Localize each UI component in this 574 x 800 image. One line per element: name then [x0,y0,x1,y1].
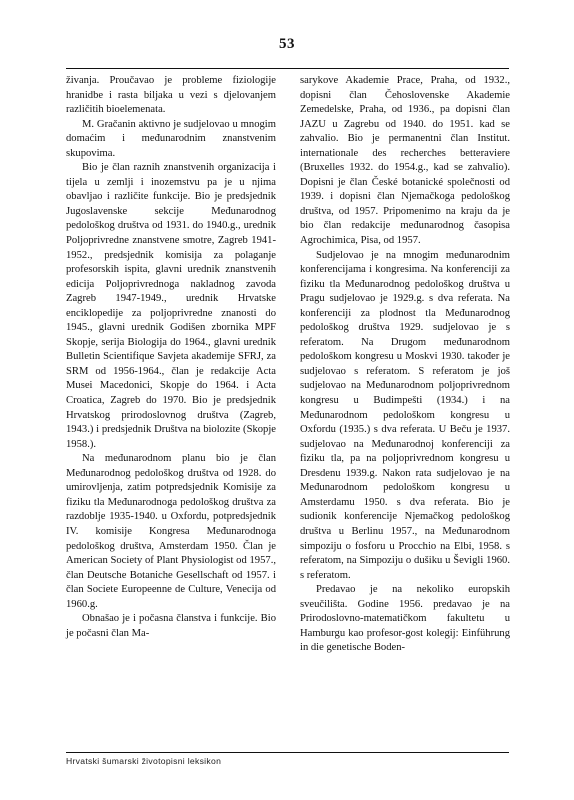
left-paragraph: Bio je član raznih znanstvenih organizacija i tijela u zemlji i inozemstvu pa je u njima obavljao i različite funkcije. Bio je predsjednik Jugoslavenske sekcije Međunarodnog pedološkog društva od 1931. do 1940.g., urednik Poljoprivredne znanstvene smotre, Zagreb 1941-1952., predsjednik komisija za polaganje profesorskih ispita, glavni urednik znanstvenih edicija Poljoprivrednoga nakladnog zavoda Zagreb 1947-1949., urednik Hrvatske enciklopedije za poljoprivredne znanosti do 1945., glavni urednik Godišen zbornika MPF Skopje, serija Biologija do 1964., glavni urednik Bulletin Scientifique Savjeta akademije SFRJ, za SRM od 1956-1964., član je redakcije Acta Musei Macedonici, Skopje do 1964. i Acta Croatica, Zagreb do 1970. Bio je predsjednik Hrvatskog prirodoslovnog društva (Zagreb, 1943.) i predsjednik Društva na biolozite (Skopje 1958.). [66,162,276,450]
left-paragraph: živanja. Proučavao je probleme fiziologije hranidbe i rasta biljaka u vezi s djelovanjem različitih bioelemenata. [66,75,276,116]
left-column [66,74,276,641]
right-column [300,74,510,656]
left-paragraph: Na međunarodnom planu bio je član Međunarodnog pedološkog društva od 1928. do umirovljenja, zatim potpredsjednik Komisije za fiziku tla Međunarodnoga pedološkog društva za razdoblje 1935-1940. u Oxfordu, potpredsjednik IV. komisije Kongresa Međunarodnoga pedološkog društva, Amsterdam 1950. Član je American Society of Plant Physiologist od 1957., član Deutsche Botaniche Gesellschaft od 1957. i član Societe Europeenne de Culture, Venecija od 1960.g. [66,453,276,610]
header-rule [66,68,509,69]
left-paragraph: M. Gračanin aktivno je sudjelovao u mnogim domaćim i međunarodnim znanstvenim skupovima. [66,118,276,159]
page-number: 53 [279,36,295,52]
right-paragraph: Predavao je na nekoliko europskih sveučilišta. Godine 1956. predavao je na Prirodoslovno-matematičkom fakultetu u Hamburgu kao profesor-gost kolegij: Einführung in die genetische Boden- [300,584,510,654]
right-paragraph: sarykove Akademie Prace, Praha, od 1932., dopisni član Čehoslovenske Akademie Zemedelske, Praha, od 1936., pa dopisni član JAZU u Zagrebu od 1940. do 1951. kad se zahvalio. Bio je permanentni član Institut. internationale des recherches betteraviere (Bruxelles 1932. do 1954.g., kad se zahvalio). Dopisni je član České botanické společnosti od 1939. i dopisni član Njemačkoga pedološkog društva, od 1957. Pripomenimo na kraju da je bio član redakcije međunarodnog časopisa Agrochimica, Pisa, od 1957. [300,75,510,247]
footer-title: Hrvatski šumarski životopisni leksikon [66,756,222,766]
right-paragraph: Sudjelovao je na mnogim međunarodnim konferencijama i kongresima. Na konferenciji za fiziku tla Međunarodnog pedološkog društva u Pragu sudjelovao je 1929.g. s dva referata. Na konferenciji za plodnost tla Međunarodnog pedološkog društva 1929. sudjelovao je s referatom. Na Drugom međunarodnom pedološkom kongresu u Moskvi 1930. također je sudjelovao s referatom. S referatom je još sudjelovao na Međunarodnom poljoprivrednom kongresu u Budimpešti (1934.) i na Međunarodnom pedološkom kongresu u Oxfordu (1935.) s dva referata. U Beču je 1937. sudjelovao na Međunarodnoj konferenciji za fiziku tla, pa na poljoprivrednom kongresu u Dresdenu 1939.g. Nakon rata sudjelovao je na Međunarodnom pedološkom kongresu u Amsterdamu 1950. s dva referata. Bio je sudionik konferencije Njemačkog pedološkog društva u Berlinu 1957., na Međunarodnom simpoziju o fosforu u Procchio na Elbi, 1958. s referatom, na Simpoziju o dušiku u Ševigli 1960. s referatom. [300,249,510,581]
footer-rule [66,752,509,753]
left-paragraph: Obnašao je i počasna članstva i funkcije. Bio je počasni član Ma- [66,613,276,639]
